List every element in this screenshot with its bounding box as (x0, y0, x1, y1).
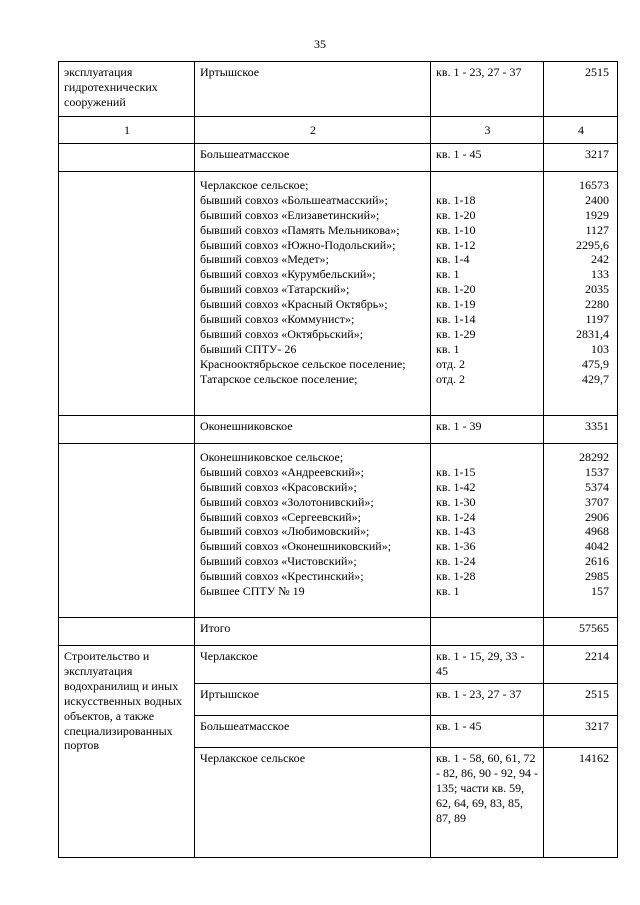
district-name: бывший совхоз «Красовский»; (200, 479, 357, 494)
area-value: 133 (591, 267, 609, 282)
area-value: 2280 (585, 297, 609, 312)
land-table (58, 61, 618, 858)
district-name: бывший совхоз «Елизаветинский»; (200, 207, 380, 222)
page-number: 35 (314, 37, 326, 51)
column-number-row (59, 117, 618, 144)
area-cell: 3217 (544, 144, 618, 172)
quarters-cell (431, 618, 544, 646)
use-type-cell: эксплуатация гидротехнических сооружений (59, 62, 195, 117)
forestry-cell: Оконешниковское (195, 416, 431, 444)
quarter-range: отд. 2 (436, 371, 466, 386)
quarter-range: кв. 1-42 (436, 479, 476, 494)
forestry-cell: Большеатмасское (195, 716, 431, 748)
quarter-range: кв. 1-30 (436, 494, 476, 509)
forestry-cell: Иртышское (195, 62, 431, 117)
district-name: бывший совхоз «Большеатмасский»; (200, 192, 388, 207)
use-type-cell (59, 144, 195, 172)
use-type-cell (59, 618, 195, 646)
quarter-range: кв. 1 (436, 584, 460, 599)
forestry-cell: Черлакское сельское (195, 748, 431, 858)
district-name: бывший совхоз «Золотонивский»; (200, 494, 374, 509)
area-value: 2906 (585, 509, 609, 524)
quarters-cell: кв. 1 - 45 (431, 716, 544, 748)
table-row (59, 416, 618, 444)
quarter-range: кв. 1 (436, 341, 460, 356)
district-name: бывший совхоз «Курумбельский»; (200, 267, 376, 282)
table-row (59, 172, 618, 416)
column-number: 4 (544, 117, 618, 144)
use-type-cell (59, 416, 195, 444)
quarter-range: кв. 1-28 (436, 569, 476, 584)
quarters-cell: кв. 1 - 23, 27 - 37 (431, 62, 544, 117)
area-cell: 2214 (544, 646, 618, 684)
district-name: бывший совхоз «Сергеевский»; (200, 509, 362, 524)
area-cell: 2515 (544, 684, 618, 716)
quarter-range: кв. 1-15 (436, 464, 476, 479)
forestry-cell: Черлакское (195, 646, 431, 684)
area-value: 16573 (579, 178, 609, 192)
forestry-cell: Большеатмасское (195, 144, 431, 172)
quarter-range: кв. 1-12 (436, 237, 476, 252)
area-value: 3707 (585, 494, 609, 509)
quarter-range: кв. 1 (436, 267, 460, 282)
quarters-cell: кв. 1 - 45 (431, 144, 544, 172)
quarter-range: кв. 1-43 (436, 524, 476, 539)
area-value: 429,7 (582, 371, 609, 386)
area-cell: 57565 (544, 618, 618, 646)
district-name: Татарское сельское поселение; (200, 371, 358, 386)
quarter-range: кв. 1-36 (436, 539, 476, 554)
district-name: бывший совхоз «Красный Октябрь»; (200, 297, 388, 312)
quarter-range: кв. 1-20 (436, 282, 476, 297)
quarter-range: кв. 1-19 (436, 297, 476, 312)
district-name: Оконешниковское сельское; (200, 450, 344, 464)
column-number: 3 (431, 117, 544, 144)
area-cell: 14162 (544, 748, 618, 858)
table-row (59, 62, 618, 117)
district-name: бывший совхоз «Память Мельникова»; (200, 222, 400, 237)
district-name: бывший совхоз «Чистовский»; (200, 554, 357, 569)
quarters-cell (431, 444, 544, 618)
area-value: 2035 (585, 282, 609, 297)
area-value: 1929 (585, 207, 609, 222)
area-value: 242 (591, 252, 609, 267)
table-row (59, 444, 618, 618)
area-value: 157 (591, 584, 609, 599)
table-row (59, 646, 618, 684)
area-value: 2295,6 (576, 237, 609, 252)
area-value: 475,9 (582, 356, 609, 371)
area-value: 5374 (585, 479, 609, 494)
quarters-cell: кв. 1 - 58, 60, 61, 72 - 82, 86, 90 - 92, 94 - 135; части кв. 59, 62, 64, 69, 83, 85, 87, 89 (431, 748, 544, 858)
use-type-cell (59, 444, 195, 618)
area-value: 2616 (585, 554, 609, 569)
column-number: 2 (195, 117, 431, 144)
district-name: бывший совхоз «Октябрьский»; (200, 326, 364, 341)
area-value: 4042 (585, 539, 609, 554)
district-names-cell (195, 444, 431, 618)
forestry-cell: Итого (195, 618, 431, 646)
area-value: 1127 (585, 222, 609, 237)
district-name: бывший совхоз «Оконешниковский»; (200, 539, 392, 554)
quarter-range: кв. 1-4 (436, 252, 470, 267)
column-number: 1 (59, 117, 195, 144)
district-name: Краснооктябрьское сельское поселение; (200, 356, 406, 371)
area-value: 2400 (585, 192, 609, 207)
district-name: бывший совхоз «Татарский»; (200, 282, 350, 297)
quarter-range: кв. 1-29 (436, 326, 476, 341)
area-value: 103 (591, 341, 609, 356)
district-name: бывшее СПТУ № 19 (200, 584, 305, 599)
quarter-range: кв. 1-14 (436, 312, 476, 327)
quarter-range (436, 178, 539, 193)
quarter-range: кв. 1-24 (436, 554, 476, 569)
quarters-cell: кв. 1 - 39 (431, 416, 544, 444)
use-type-cell (59, 172, 195, 416)
quarter-range: отд. 2 (436, 356, 466, 371)
area-cell (544, 444, 618, 618)
quarter-range (436, 450, 539, 465)
district-name: Черлакское сельское; (200, 178, 309, 192)
use-type-cell: Строительство и эксплуатация водохранилищ и иных искусственных водных объектов, а также специализированных портов (59, 646, 195, 858)
district-name: бывший совхоз «Медет»; (200, 252, 329, 267)
quarter-range: кв. 1-24 (436, 509, 476, 524)
area-value: 4968 (585, 524, 609, 539)
quarter-range: кв. 1-10 (436, 222, 476, 237)
district-name: бывший СПТУ- 26 (200, 341, 297, 356)
district-name: бывший совхоз «Любимовский»; (200, 524, 370, 539)
forestry-cell: Иртышское (195, 684, 431, 716)
district-name: бывший совхоз «Андреевский»; (200, 464, 364, 479)
quarters-cell: кв. 1 - 15, 29, 33 - 45 (431, 646, 544, 684)
area-value: 1197 (585, 312, 609, 327)
quarter-range: кв. 1-18 (436, 192, 476, 207)
area-value: 1537 (585, 464, 609, 479)
area-cell: 3217 (544, 716, 618, 748)
table-row (59, 144, 618, 172)
area-value: 28292 (579, 450, 609, 464)
area-value: 2985 (585, 569, 609, 584)
district-name: бывший совхоз «Южно-Подольский»; (200, 237, 396, 252)
area-value: 2831,4 (576, 326, 609, 341)
district-name: бывший совхоз «Коммунист»; (200, 312, 355, 327)
table-row (59, 618, 618, 646)
area-cell (544, 172, 618, 416)
area-cell: 2515 (544, 62, 618, 117)
quarters-cell: кв. 1 - 23, 27 - 37 (431, 684, 544, 716)
district-name: бывший совхоз «Крестинский»; (200, 569, 364, 584)
area-cell: 3351 (544, 416, 618, 444)
quarter-range: кв. 1-20 (436, 207, 476, 222)
quarters-cell (431, 172, 544, 416)
district-names-cell (195, 172, 431, 416)
